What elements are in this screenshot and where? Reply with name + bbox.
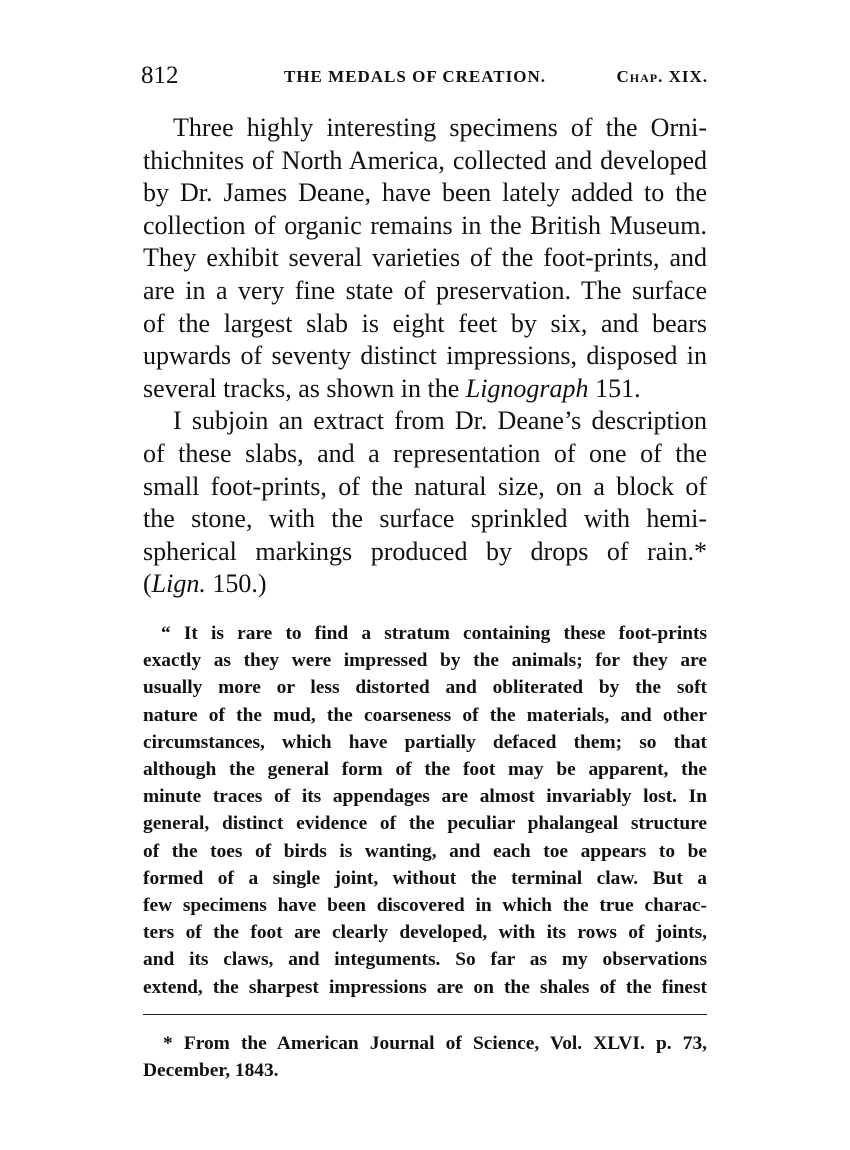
quote-line: ters of the foot are clearly developed, with its rows of joints,	[143, 922, 707, 944]
body-text	[143, 112, 707, 601]
quote-line: formed of a single joint, without the terminal claw. But a	[143, 867, 707, 889]
paragraph-1-line: Three highly interesting specimens of the Orni-	[173, 113, 707, 142]
paragraph-2-line: of these slabs, and a representation of one of the	[143, 438, 707, 468]
quote-line: few specimens have been discovered in which the true charac-	[143, 895, 707, 917]
quote-line: although the general form of the foot may be apparent, the	[143, 759, 707, 781]
footnote-line: * From the American Journal of Science, Vol. XLVI. p. 73,	[163, 1033, 707, 1054]
lignograph-reference: Lignograph	[465, 373, 589, 403]
running-head	[141, 62, 708, 92]
paragraph-1-line: are in a very fine state of preservation. The surface	[143, 275, 707, 305]
paragraph-1-line: collection of organic remains in the British Museum.	[143, 210, 707, 240]
paragraph-2-last-line	[143, 568, 707, 601]
chapter-label	[616, 67, 708, 87]
running-title: THE MEDALS OF CREATION.	[284, 67, 546, 86]
quote-line: minute traces of its appendages are almost invariably lost. In	[143, 786, 707, 808]
page-number: 812	[141, 62, 179, 89]
chapter-label-text: Chap. XIX.	[616, 67, 708, 86]
paragraph-1-line: thichnites of North America, collected and developed	[143, 145, 707, 175]
paragraph-2-line: I subjoin an extract from Dr. Deane’s description	[173, 406, 707, 436]
quoted-extract	[143, 620, 707, 1001]
quote-line: nature of the mud, the coarseness of the materials, and other	[143, 704, 707, 726]
paragraph-1	[143, 112, 707, 405]
lign-reference: Lign.	[151, 569, 206, 599]
quote-line: of the toes of birds is wanting, and each toe appears to be	[143, 840, 707, 862]
paragraph-1-line-text: several tracks, as shown in the	[143, 373, 466, 403]
paragraph-2-line: spherical markings produced by drops of rain.*	[143, 536, 707, 566]
quote-line: and its claws, and integuments. So far as my observations	[143, 949, 707, 971]
lignograph-number: 151.	[588, 373, 641, 403]
quote-line: extend, the sharpest impressions are on the shales of the finest	[143, 976, 707, 998]
paragraph-1-line: upwards of seventy distinct impressions, disposed in	[143, 341, 707, 371]
paragraph-1-last-line	[143, 373, 707, 406]
footnote	[143, 1030, 707, 1084]
paragraph-2-line: the stone, with the surface sprinkled with hemi-	[143, 504, 707, 534]
paragraph-1-line: of the largest slab is eight feet by six, and bears	[143, 308, 707, 338]
paren-open: (	[143, 569, 152, 599]
quote-line: “ It is rare to find a stratum containing these foot-prints	[161, 623, 707, 644]
quote-line: circumstances, which have partially defaced them; so that	[143, 731, 707, 753]
footnote-line: December, 1843.	[143, 1060, 279, 1081]
paragraph-1-line: They exhibit several varieties of the foot-prints, and	[143, 243, 707, 273]
quote-line: usually more or less distorted and obliterated by the soft	[143, 677, 707, 699]
paragraph-2	[143, 405, 707, 601]
quote-line: general, distinct evidence of the peculiar phalangeal structure	[143, 813, 707, 835]
lign-number: 150.)	[205, 569, 267, 599]
quote-line: exactly as they were impressed by the animals; for they are	[143, 650, 707, 672]
paragraph-2-line: small foot-prints, of the natural size, on a block of	[143, 471, 707, 501]
footnote-divider	[143, 1014, 707, 1015]
paragraph-1-line: by Dr. James Deane, have been lately added to the	[143, 178, 707, 208]
